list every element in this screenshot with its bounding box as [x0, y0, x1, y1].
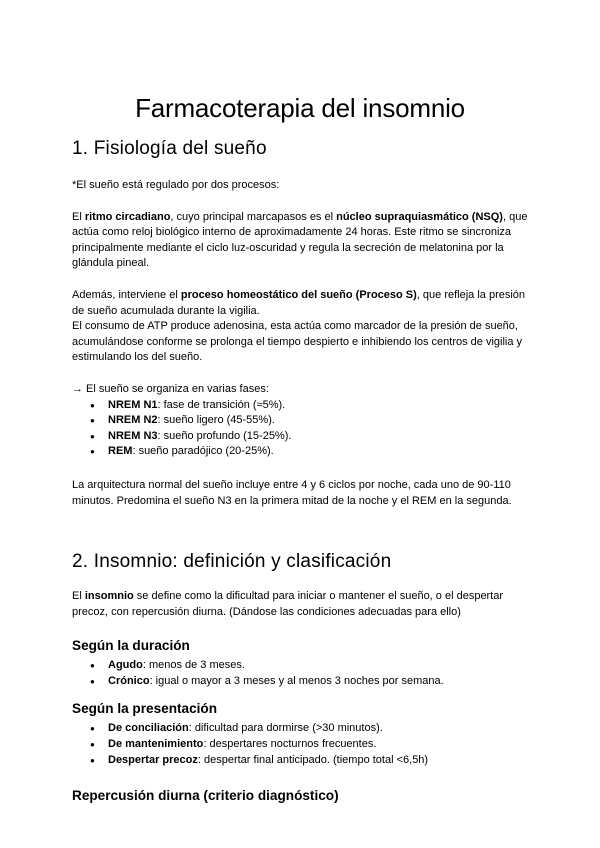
text-run: : igual o mayor a 3 meses y al menos 3 noches por semana. [149, 674, 444, 687]
list-item [90, 658, 528, 674]
circadian-paragraph [72, 210, 528, 272]
text-run: El [72, 590, 85, 603]
architecture-paragraph: La arquitectura normal del sueño incluye entre 4 y 6 ciclos por noche, cada uno de 90-110 minutos. Predomina el sueño N3 en la primera mitad de la noche y el REM en la segunda. [72, 478, 512, 507]
text-run: : sueño ligero (45-55%). [157, 414, 275, 427]
bold-term: ritmo circadiano [84, 210, 171, 223]
list-item [90, 444, 528, 460]
list-item [90, 674, 528, 690]
section-heading-insomnia: 2. Insomnio: definición y clasificación [72, 551, 392, 573]
bold-term: De conciliación [108, 722, 189, 735]
text-run: El [72, 210, 85, 223]
text-run: : menos de 3 meses. [142, 659, 245, 672]
text-run: : sueño profundo (15-25%). [157, 429, 292, 442]
list-item [90, 753, 528, 769]
homeostatic-paragraph [72, 288, 528, 319]
phases-intro: → El sueño se organiza en varias fases: [72, 382, 269, 395]
subheading-duration: Según la duración [72, 638, 190, 654]
insomnia-definition [72, 589, 528, 620]
adenosine-paragraph: El consumo de ATP produce adenosina, esta actúa como marcador de la presión de sueño, acumulándose conforme se prolonga el tiempo despierto e inhibiendo los centros de vigilia y estimulando los del sueño. [72, 320, 523, 364]
list-item [90, 398, 528, 414]
bold-term: Despertar precoz [108, 753, 198, 766]
bold-term: De mantenimiento [108, 738, 204, 751]
bold-term: Agudo [108, 659, 143, 672]
text-run: , que refleja la presión de sueño acumulada durante la vigilia. [72, 288, 526, 317]
bold-term: NREM N2 [108, 414, 158, 427]
subheading-daytime: Repercusión diurna (criterio diagnóstico) [72, 788, 339, 804]
intro-paragraph: *El sueño está regulado por dos procesos: [72, 179, 280, 191]
text-run: Además, interviene el [72, 288, 181, 301]
text-run: : despertares nocturnos frecuentes. [203, 738, 377, 751]
list-item [90, 429, 528, 445]
presentation-list [72, 721, 528, 768]
list-item [90, 413, 528, 429]
duration-list [72, 658, 528, 689]
list-item [90, 737, 528, 753]
bold-term: insomnio [84, 590, 134, 603]
text-run: : dificultad para dormirse (>30 minutos). [188, 722, 383, 735]
subheading-presentation: Según la presentación [72, 701, 218, 717]
text-run: : fase de transición (≈5%). [157, 398, 286, 411]
list-item [90, 721, 528, 737]
bold-term: NREM N1 [108, 398, 158, 411]
text-run: , cuyo principal marcapasos es el [170, 210, 337, 223]
text-run: : sueño paradójico (20-25%). [132, 445, 274, 458]
document-title: Farmacoterapia del insomnio [135, 93, 465, 123]
text-run: se define como la dificultad para iniciar o mantener el sueño, o el despertar precoz, con repercusión diurna. (Dándose las condiciones adecuadas para ello) [72, 590, 504, 618]
text-run: : despertar final anticipado. (tiempo total <6,5h) [197, 753, 429, 766]
bold-term: núcleo supraquiasmático (NSQ) [336, 210, 503, 223]
bold-term: NREM N3 [108, 429, 158, 442]
section-heading-physiology: 1. Fisiología del sueño [72, 138, 267, 159]
bold-term: Crónico [108, 674, 150, 687]
bold-term: proceso homeostático del sueño (Proceso S) [180, 288, 417, 301]
sleep-phases-list [72, 398, 528, 460]
text-run: , que actúa como reloj biológico interno de aproximadamente 24 horas. Este ritmo se sincroniza principalmente mediante el ciclo luz-oscuridad y regula la secreción de melatonina por la glándula pineal. [72, 210, 528, 270]
bold-term: REM [108, 445, 133, 458]
